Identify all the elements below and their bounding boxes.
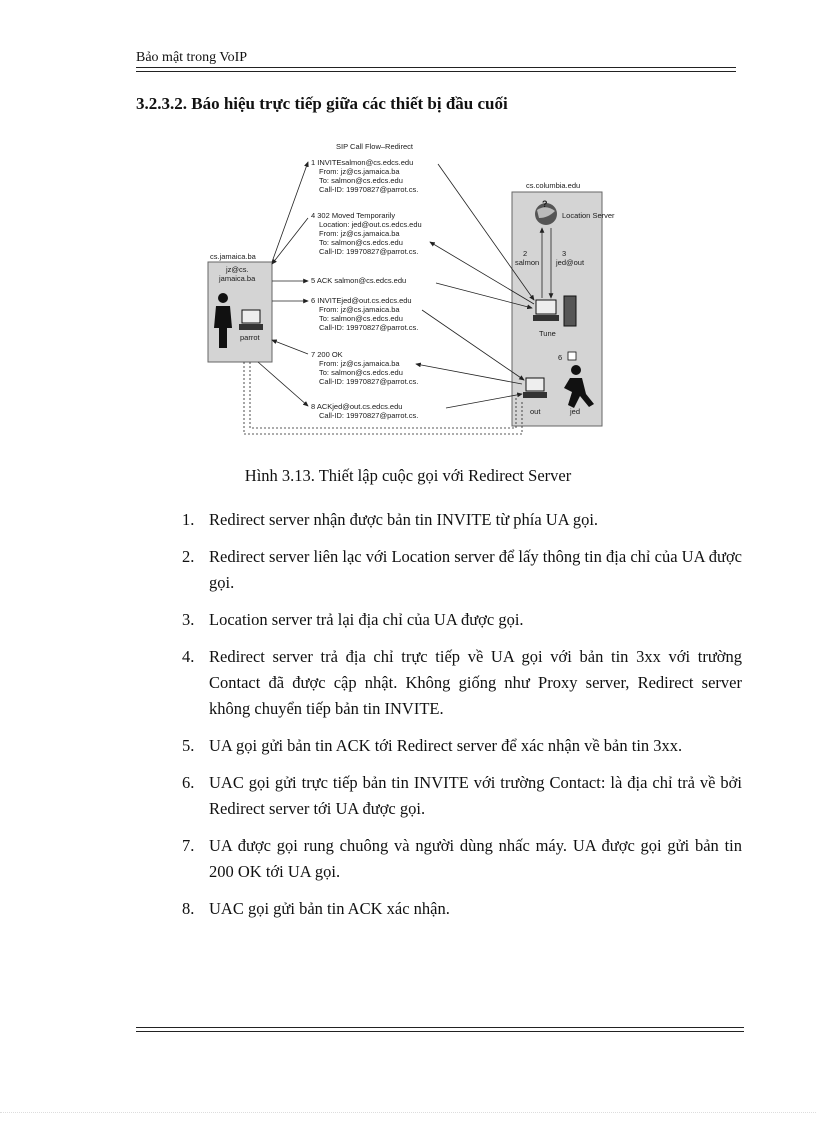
step-text: Location server trả lại địa chỉ của UA được gọi. [209,610,524,629]
step2-num: 2 [523,249,528,258]
step-text: Redirect server liên lạc với Location server để lấy thông tin địa chỉ của UA được gọi. [209,547,742,592]
footer-rule-bottom [136,1031,744,1032]
message-5-block [311,276,406,285]
step-text: UA gọi gửi bản tin ACK tới Redirect server để xác nhận về bản tin 3xx. [209,736,683,755]
list-item [182,544,742,596]
message-1-line: 1 INVITEsalmon@cs.edcs.edu [311,158,414,167]
list-item [182,607,742,633]
step-number: 2. [182,547,195,566]
callee-computer-icon [523,378,547,398]
left-host-label: parrot [240,333,260,342]
message-7-line: From: jz@cs.jamaica.ba [319,359,400,368]
step-number: 1. [182,510,195,529]
footer-rule-top [136,1027,744,1028]
arrow-msg7-out [416,364,522,384]
step3-label: jed@out [556,258,585,267]
message-5-line: 5 ACK salmon@cs.edcs.edu [311,276,407,285]
message-7-block [311,350,418,386]
diagram-title: SIP Call Flow–Redirect [336,142,413,151]
step-number: 3. [182,610,195,629]
right-domain-label: cs.columbia.edu [526,181,581,190]
ring-num: 6 [558,353,563,362]
svg-text:?: ? [542,199,548,209]
message-1-line: To: salmon@cs.edcs.edu [319,176,403,185]
step-text: UAC gọi gửi trực tiếp bản tin INVITE với trường Contact: là địa chỉ trả về bởi Redirect server tới UA được gọi. [209,773,742,818]
message-4-line: 4 302 Moved Temporarily [311,211,396,220]
message-8-line: 8 ACKjed@out.cs.edcs.edu [311,402,403,411]
step3-num: 3 [562,249,567,258]
message-6-line: 6 INVITEjed@out.cs.edcs.edu [311,296,412,305]
message-4-line: Call-ID: 19970827@parrot.cs. [319,247,419,256]
caller-computer-icon [239,310,263,330]
list-item [182,644,742,722]
message-6-line: From: jz@cs.jamaica.ba [319,305,400,314]
message-7-line: Call-ID: 19970827@parrot.cs. [319,377,419,386]
arrow-msg8-out [258,362,308,406]
arrow-msg7-in [272,340,308,354]
step-number: 4. [182,647,195,666]
step-number: 7. [182,836,195,855]
message-1-line: From: jz@cs.jamaica.ba [319,167,400,176]
step-number: 6. [182,773,195,792]
left-user-label-2: jamaica.ba [219,274,256,283]
out-label: out [530,407,541,416]
step-text: Redirect server trả địa chỉ trực tiếp về UA gọi với bản tin 3xx với trường Contact đã được cập nhật. Không giống như Proxy server, Redirect server không chuyển tiếp bản tin INVITE. [209,647,742,718]
arrow-msg1-out [272,162,308,262]
message-6-line: Call-ID: 19970827@parrot.cs. [319,323,419,332]
step-number: 8. [182,899,195,918]
message-4-line: Location: jed@out.cs.edcs.edu [319,220,422,229]
step2-label: salmon [515,258,540,267]
message-8-block [311,402,418,420]
list-item [182,896,742,922]
step-number: 5. [182,736,195,755]
page-header-title: Bảo mật trong VoIP [136,50,248,65]
list-item [182,507,742,533]
message-1-block [311,158,418,194]
list-item [182,733,742,759]
step-text: UAC gọi gửi bản tin ACK xác nhận. [209,899,450,918]
list-item [182,770,742,822]
header-rule-top [136,67,736,68]
location-server-label: Location Server [562,211,615,220]
left-domain-label: cs.jamaica.ba [210,252,256,261]
sip-redirect-diagram [206,138,615,440]
message-7-line: To: salmon@cs.edcs.edu [319,368,403,377]
step-text: Redirect server nhận được bản tin INVITE từ phía UA gọi. [209,510,599,529]
arrow-msg8-in [446,394,522,408]
message-8-line: Call-ID: 19970827@parrot.cs. [319,411,419,420]
header-rule-bottom [136,71,736,72]
left-user-label-1: jz@cs. [226,265,249,274]
jed-label: jed [570,407,581,416]
message-7-line: 7 200 OK [311,350,343,359]
message-4-block [311,211,422,256]
arrow-msg4-in [272,218,308,264]
step-text: UA được gọi rung chuông và người dùng nhấc máy. UA được gọi gửi bản tin 200 OK tới UA gọi. [209,836,742,881]
page-bottom-dotted-border [0,1112,816,1113]
message-4-line: To: salmon@cs.edcs.edu [319,238,403,247]
message-6-line: To: salmon@cs.edcs.edu [319,314,403,323]
tune-label: Tune [539,329,556,338]
list-item [182,833,742,885]
figure-caption: Hình 3.13. Thiết lập cuộc gọi với Redirect Server [244,466,572,485]
speaker-icon [568,352,576,360]
section-heading: 3.2.3.2. Báo hiệu trực tiếp giữa các thiết bị đầu cuối [136,94,508,113]
message-6-block [311,296,418,332]
arrow-msg6-in [422,310,524,380]
message-1-line: Call-ID: 19970827@parrot.cs. [319,185,419,194]
steps-list [182,507,742,933]
message-4-line: From: jz@cs.jamaica.ba [319,229,400,238]
